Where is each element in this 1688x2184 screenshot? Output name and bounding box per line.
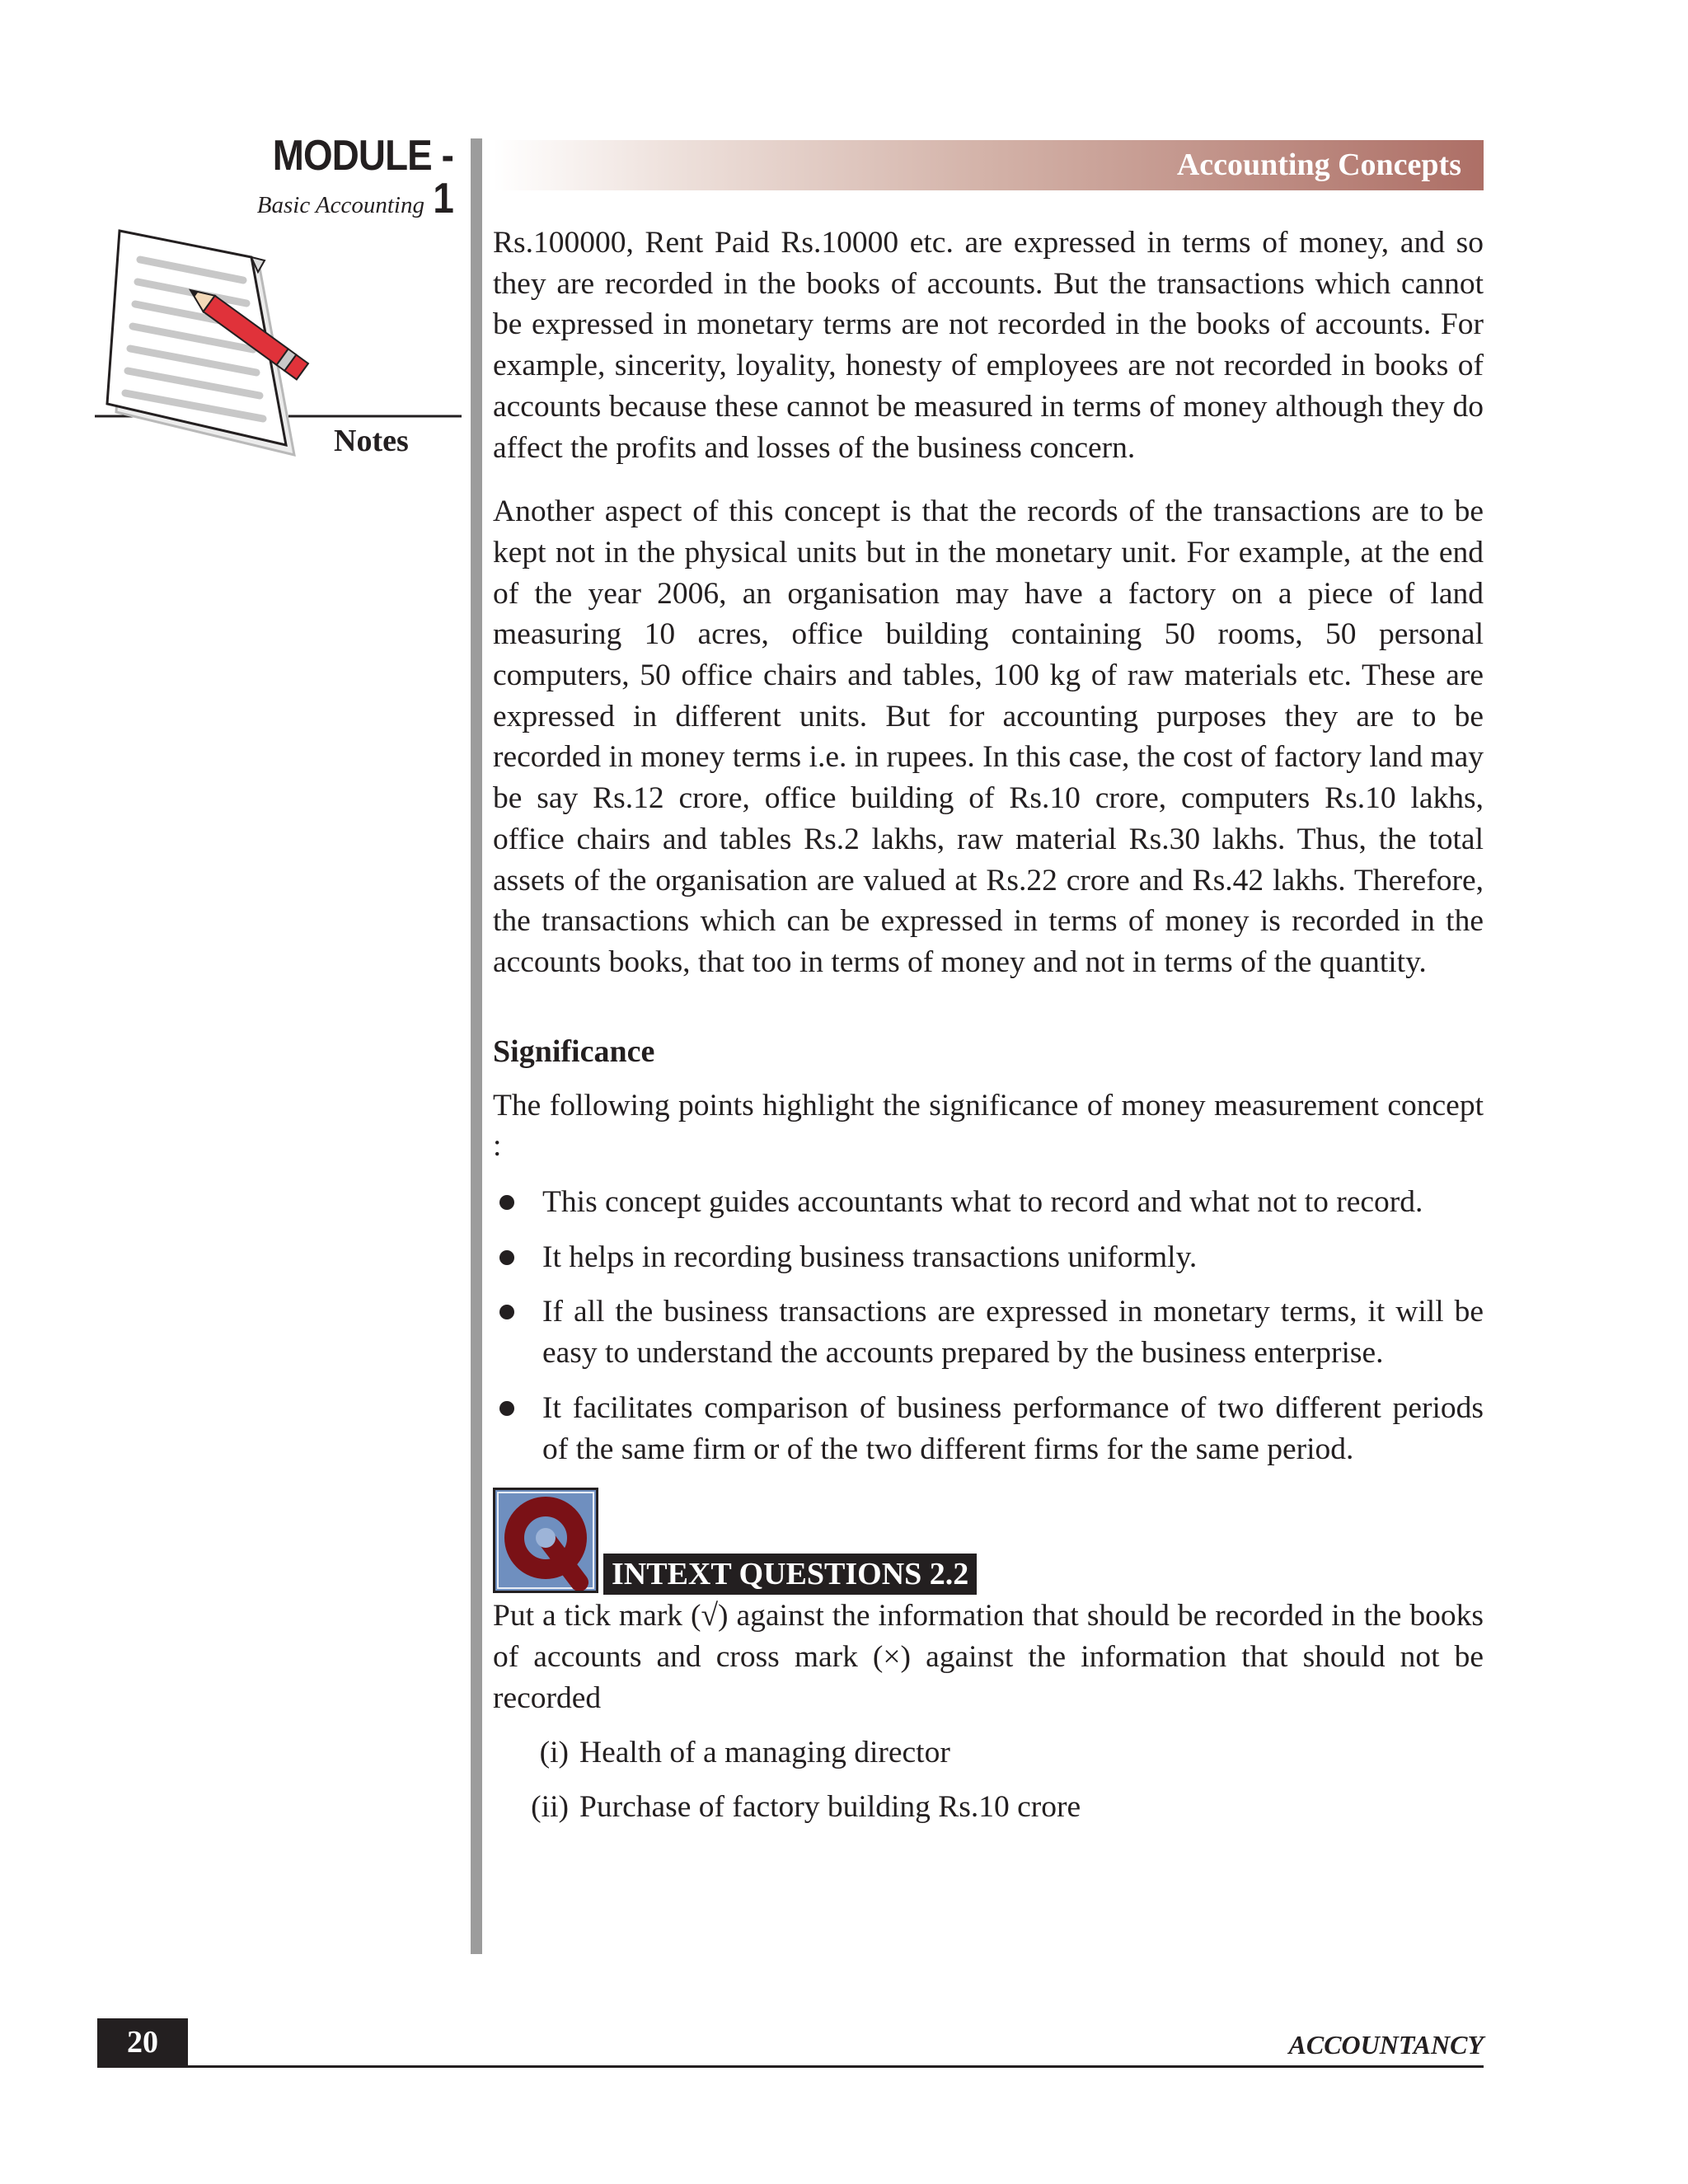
- intext-questions-header: [493, 1488, 1484, 1596]
- body-paragraph: Another aspect of this concept is that the records of the transactions are to be kept not in the physical units but in the monetary unit. For example, at the end of the year 2006, an organisation may have a factory on a piece of land measuring 10 acres, office building containing 50 rooms, 50 personal computers, 50 office chairs and tables, 100 kg of raw materials etc. These are expressed in different units. But for accounting purposes they are to be recorded in money terms i.e. in rupees. In this case, the cost of factory land may be say Rs.12 crore, office building of Rs.10 crore, computers Rs.10 lakhs, office chairs and tables Rs.2 lakhs, raw material Rs.30 lakhs. Thus, the total assets of the organisation are valued at Rs.22 crore and Rs.42 lakhs. Therefore, the transactions which can be expressed in terms of money is recorded in the accounts books, that too in terms of money and not in terms of the quantity.: [493, 494, 1484, 979]
- margin-rule: [471, 138, 482, 1954]
- list-item-text: This concept guides accountants what to record and what not to record.: [542, 1185, 1423, 1220]
- module-title: MODULE - 1: [272, 132, 453, 223]
- footer-rule: [97, 2065, 1484, 2068]
- intext-questions-title: INTEXT QUESTIONS 2.2: [603, 1554, 977, 1595]
- notepad-pencil-icon: [95, 223, 474, 462]
- footer-title: ACCOUNTANCY: [1288, 2030, 1484, 2060]
- bullet-icon: [499, 1401, 514, 1416]
- bullet-icon: [499, 1250, 514, 1265]
- question-text: Health of a managing director: [579, 1736, 950, 1770]
- main-content: [493, 223, 1484, 1841]
- significance-list: [493, 1182, 1484, 1469]
- question-number: (i): [539, 1736, 569, 1770]
- bullet-icon: [499, 1305, 514, 1319]
- question-list: [493, 1732, 1484, 1827]
- list-item: [493, 1182, 1484, 1223]
- question-item: [493, 1787, 1484, 1828]
- question-item: [493, 1732, 1484, 1774]
- body-paragraph: Rs.100000, Rent Paid Rs.10000 etc. are expressed in terms of money, and so they are recorded in the books of accounts. But the transactions which cannot be expressed in monetary terms are not recorded in the books of accounts. For example, sincerity, loyality, honesty of employees are not recorded in books of accounts because these cannot be measured in terms of money although they do affect the profits and losses of the business concern.: [493, 226, 1484, 465]
- notes-label: Notes: [334, 424, 409, 458]
- question-text: Purchase of factory building Rs.10 crore: [579, 1790, 1081, 1825]
- question-q-icon: [493, 1488, 598, 1593]
- list-item-text: It facilitates comparison of business performance of two different periods of the same firm or of the two different firms for the same period.: [542, 1390, 1484, 1466]
- question-number: (ii): [531, 1790, 569, 1825]
- bullet-icon: [499, 1195, 514, 1210]
- list-item: [493, 1237, 1484, 1278]
- list-item-text: It helps in recording business transactions uniformly.: [542, 1240, 1198, 1274]
- list-item: [493, 1388, 1484, 1469]
- intext-instruction: Put a tick mark (√) against the information that should be recorded in the books of accounts and cross mark (×) against the information that should not be recorded: [493, 1599, 1484, 1715]
- page-number: 20: [97, 2018, 188, 2066]
- chapter-title: Accounting Concepts: [1176, 148, 1461, 182]
- list-item: [493, 1291, 1484, 1373]
- list-item-text: If all the business transactions are expressed in monetary terms, it will be easy to understand the accounts prepared by the business enterprise.: [542, 1295, 1484, 1371]
- significance-intro: The following points highlight the significance of money measurement concept :: [493, 1088, 1484, 1164]
- section-heading-significance: Significance: [493, 1033, 655, 1069]
- chapter-header-band: [493, 140, 1484, 190]
- module-subtitle: Basic Accounting: [256, 192, 424, 218]
